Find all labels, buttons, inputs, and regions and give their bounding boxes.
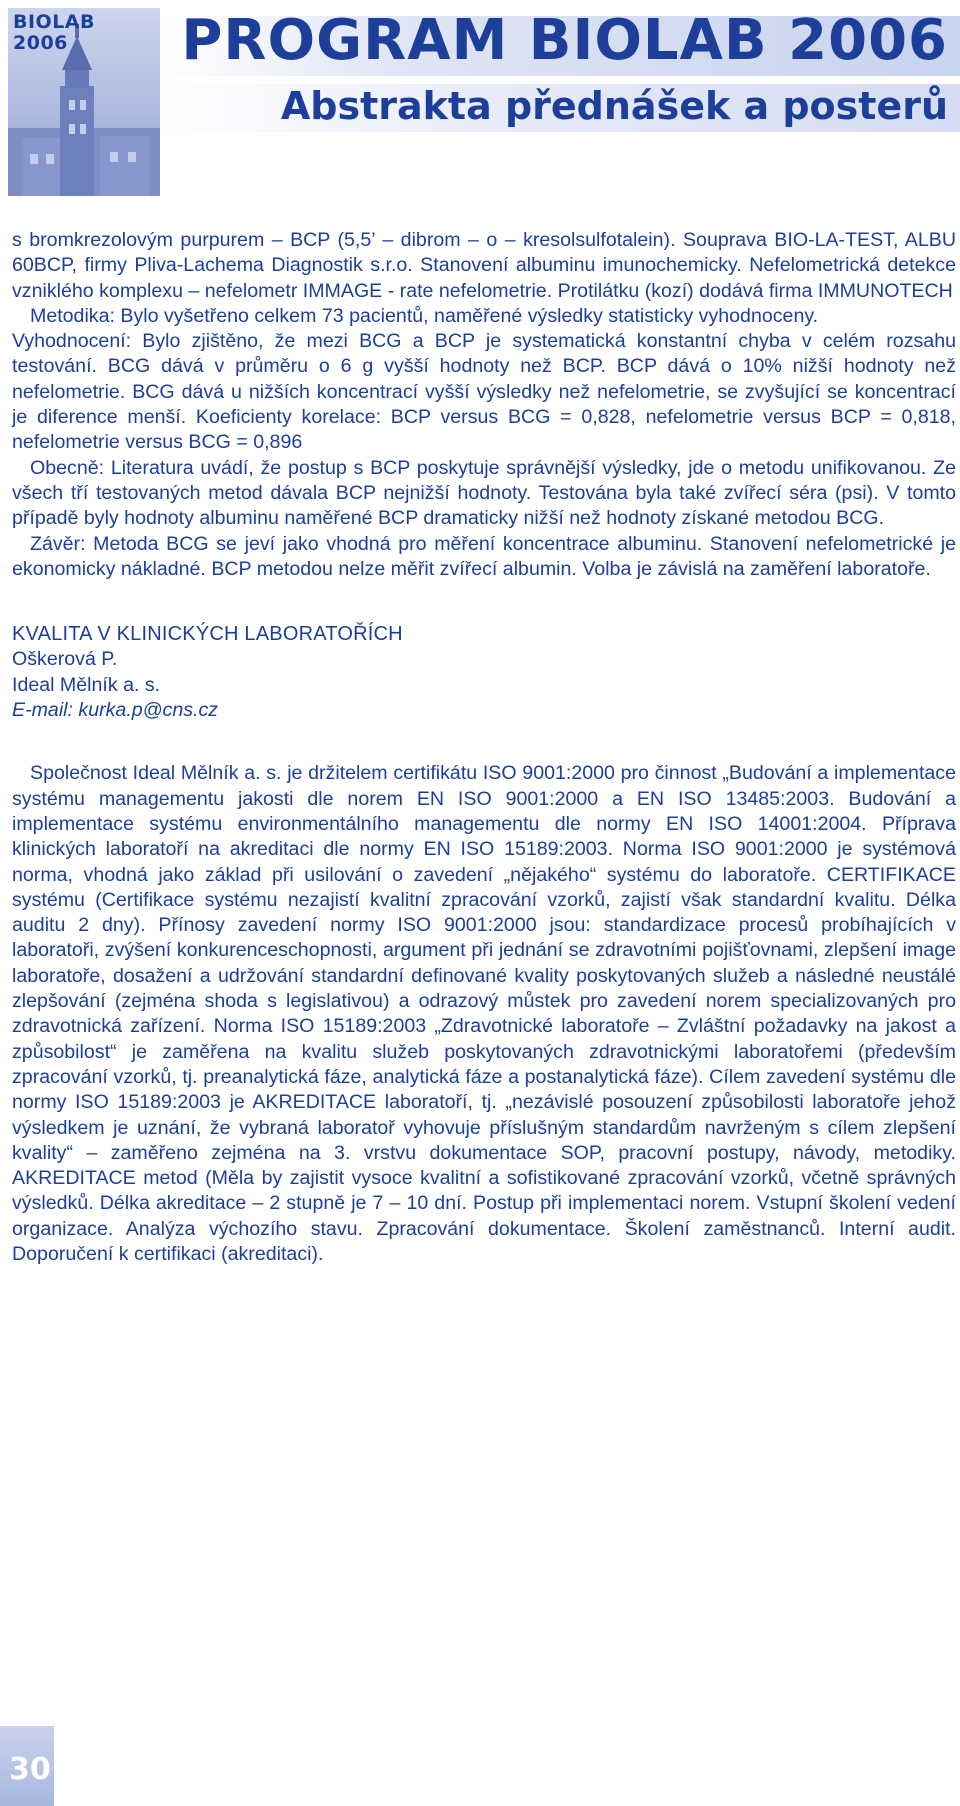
- abstract-institution: Ideal Mělník a. s.: [12, 673, 161, 696]
- page-subtitle: Abstrakta přednášek a posterů: [280, 84, 948, 128]
- page-content: [12, 228, 956, 1267]
- logo-line-1: BIOLAB: [13, 11, 95, 33]
- paragraph-general: Obecně: Literatura uvádí, že postup s BCP poskytuje správnější výsledky, jde o metodu unifikovanou. Ze všech tří testovaných metod dávala BCP nejnižší hodnoty. Testována byla také zvířecí séra (psi). V tomto případě byly hodnoty albuminu naměřené BCP dramaticky nižší než hodnoty získané metodou BCG.: [12, 456, 956, 530]
- logo-line-2: 2006: [13, 32, 68, 54]
- abstract-author: Oškerová P.: [12, 648, 118, 671]
- abstract-email: E-mail: kurka.p@cns.cz: [12, 699, 219, 722]
- paragraph-evaluation: Vyhodnocení: Bylo zjištěno, že mezi BCG a BCP je systematická konstantní chyba v celém rozsahu testování. BCG dává v průměru o 6 g vyšší hodnoty než BCP. BCP dává o 10% nižší hodnoty než nefelometrie. BCG dává u nižších koncentrací vyšší výsledky než nefelometrie, se zvyšující se koncentrací je diference menší. Koeficienty korelace: BCP versus BCG = 0,828, nefelometrie versus BCP = 0,818, nefelometrie versus BCG = 0,896: [12, 330, 956, 454]
- page-number-box: [0, 1726, 54, 1806]
- paragraph-method-intro: s bromkrezolovým purpurem – BCP (5,5’ – dibrom – o – kresolsulfotalein). Souprava BIO-LA-TEST, ALBU 60BCP, firmy Pliva-Lachema Diagnostik s.r.o. Stanovení albuminu imunochemicky. Nefelometrická detekce vzniklého komplexu – nefelometr IMMAGE - rate nefelometrie. Protilátku (kozí) dodává firma IMMUNOTECH: [12, 229, 956, 302]
- paragraph-conclusion: Závěr: Metoda BCG se jeví jako vhodná pro měření koncentrace albuminu. Stanovení nefelometrické je ekonomicky nákladné. BCP metodou nelze měřit zvířecí albumin. Volba je závislá na zaměření laboratoře.: [12, 532, 956, 580]
- biolab-logo: [8, 8, 160, 196]
- paragraph-methodology: Metodika: Bylo vyšetřeno celkem 73 pacientů, naměřené výsledky statisticky vyhodnoceny.: [30, 304, 819, 327]
- page-header: [0, 0, 960, 200]
- page-number: 30: [9, 1752, 51, 1787]
- abstract-body: Společnost Ideal Mělník a. s. je držitelem certifikátu ISO 9001:2000 pro činnost „Budování a implementace systému managementu jakosti dle norem EN ISO 9001:2000 a EN ISO 13485:2003. Budování a implementace systému environmentálního managementu dle normy EN ISO 14001:2004. Příprava klinických laboratoří na akreditaci dle normy EN ISO 15189:2003. Norma ISO 9001:2000 je systémová norma, vhodná jako základ při usilování o zavedení „nějakého“ systému do laboratoře. CERTIFIKACE systému (Certifikace systému nezajistí kvalitní zpracování vzorků, zajistí však standardní kvalitu. Délka auditu 2 dny). Přínosy zavedení normy ISO 9001:2000 jsou: standardizace procesů probíhajících v laboratoři, zvýšení konkurenceschopnosti, argument při jednání se zdravotními pojišťovnami, zlepšení image laboratoře, dosažení a udržování standardní definované kvality poskytovaných služeb a následné neustálé zlepšování (zejména shoda s legislativou) a odrazový můstek pro zavedení norem specializovaných pro zdravotnická zařízení. Norma ISO 15189:2003 „Zdravotnické laboratoře – Zvláštní požadavky na jakost a způsobilost“ je zaměřena na kvalitu služeb poskytovaných zdravotnickými laboratořemi (především zpracování vzorků, tj. preanalytická fáze, analytická fáze a postanalytická fáze). Cílem zavedení systému dle normy ISO 15189:2003 je AKREDITACE laboratoří, tj. „nezávislé posouzení způsobilosti laboratoře jehož výsledkem je uznání, že vybraná laboratoř vyhovuje příslušným standardům navrženým s cílem zlepšení kvality“ – zaměřeno zejména na 3. vrstvu dokumentace SOP, pracovní postupy, návody, metodiky. AKREDITACE metod (Měla by zajistit vysoce kvalitní a sofistikované zpracování vzorků, včetně správných výsledků. Délka akreditace – 2 stupně je 7 – 10 dní. Postup při implementaci norem. Vstupní školení vedení organizace. Analýza výchozího stavu. Zpracování dokumentace. Školení zaměstnanců. Interní audit. Doporučení k certifikaci (akreditaci).: [12, 762, 956, 1265]
- logo-text: [13, 12, 95, 54]
- page-title: PROGRAM BIOLAB 2006: [181, 8, 948, 73]
- abstract-heading: KVALITA V KLINICKÝCH LABORATOŘÍCH: [12, 623, 403, 646]
